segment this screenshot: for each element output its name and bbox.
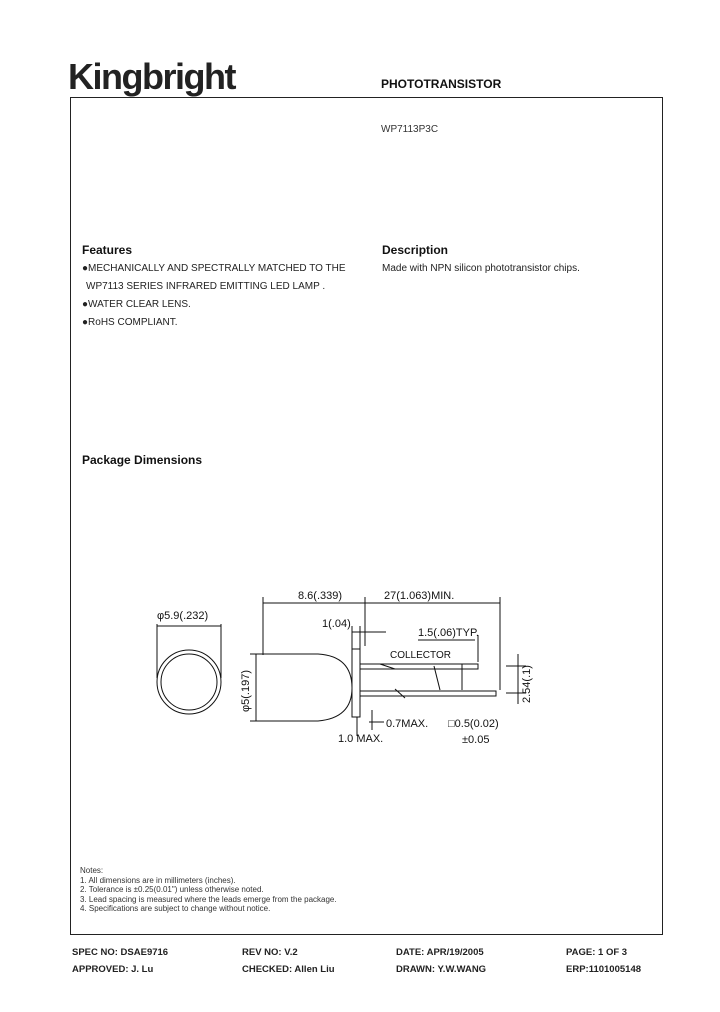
- dim-10-max: 1.0 MAX.: [338, 733, 384, 745]
- date: DATE: APR/19/2005: [396, 947, 484, 958]
- lens-inner-circle: [161, 654, 217, 710]
- dim-flange: 1(.04): [322, 618, 351, 630]
- rev-no: REV NO: V.2: [242, 947, 298, 958]
- feature-item: ●MECHANICALLY AND SPECTRALLY MATCHED TO THE: [82, 263, 346, 274]
- feature-item: ●WATER CLEAR LENS.: [82, 299, 191, 310]
- note-item: 2. Tolerance is ±0.25(0.01") unless otherwise noted.: [80, 885, 264, 894]
- dim-lead-typ: 1.5(.06)TYP.: [418, 627, 479, 639]
- feature-item: ●RoHS COMPLIANT.: [82, 317, 178, 328]
- description-text: Made with NPN silicon phototransistor chips.: [382, 263, 580, 274]
- checked-by: CHECKED: Allen Liu: [242, 964, 335, 975]
- note-item: 1. All dimensions are in millimeters (inches).: [80, 875, 236, 885]
- note-item: 3. Lead spacing is measured where the leads emerge from the package.: [80, 894, 337, 904]
- dim-lead-length: 27(1.063)MIN.: [384, 590, 455, 602]
- features-heading: Features: [82, 243, 133, 257]
- package-heading: Package Dimensions: [82, 453, 203, 467]
- document-type: PHOTOTRANSISTOR: [381, 77, 502, 91]
- feature-item: WP7113 SERIES INFRARED EMITTING LED LAMP .: [86, 281, 326, 292]
- flange: [352, 649, 360, 717]
- dim-tolerance: ±0.05: [462, 734, 490, 746]
- lens-outer-circle: [157, 650, 221, 714]
- note-item: 4. Specifications are subject to change without notice.: [80, 904, 271, 913]
- led-body: [262, 654, 352, 721]
- approved-by: APPROVED: J. Lu: [72, 964, 154, 975]
- dim-side-diameter: φ5(.197): [240, 670, 252, 712]
- dim-lead-square: □0.5(0.02): [448, 718, 499, 730]
- dim-lead-spacing: 2.54(.1): [521, 665, 533, 703]
- notes: [80, 866, 337, 914]
- description-heading: Description: [382, 243, 449, 257]
- dim-front-diameter: φ5.9(.232): [157, 610, 209, 622]
- drawn-by: DRAWN: Y.W.WANG: [396, 964, 487, 975]
- emitter-lead: [360, 691, 496, 696]
- dim-07-max: 0.7MAX.: [386, 718, 429, 730]
- spec-no: SPEC NO: DSAE9716: [72, 947, 169, 958]
- erp-number: ERP:1101005148: [566, 964, 642, 975]
- page-number: PAGE: 1 OF 3: [566, 947, 628, 958]
- collector-label: COLLECTOR: [390, 650, 451, 661]
- part-number: WP7113P3C: [381, 124, 439, 135]
- dim-body-length: 8.6(.339): [298, 590, 343, 602]
- collector-lead: [360, 664, 478, 669]
- brand-logo: Kingbright: [68, 56, 235, 97]
- notes-title: Notes:: [80, 866, 104, 875]
